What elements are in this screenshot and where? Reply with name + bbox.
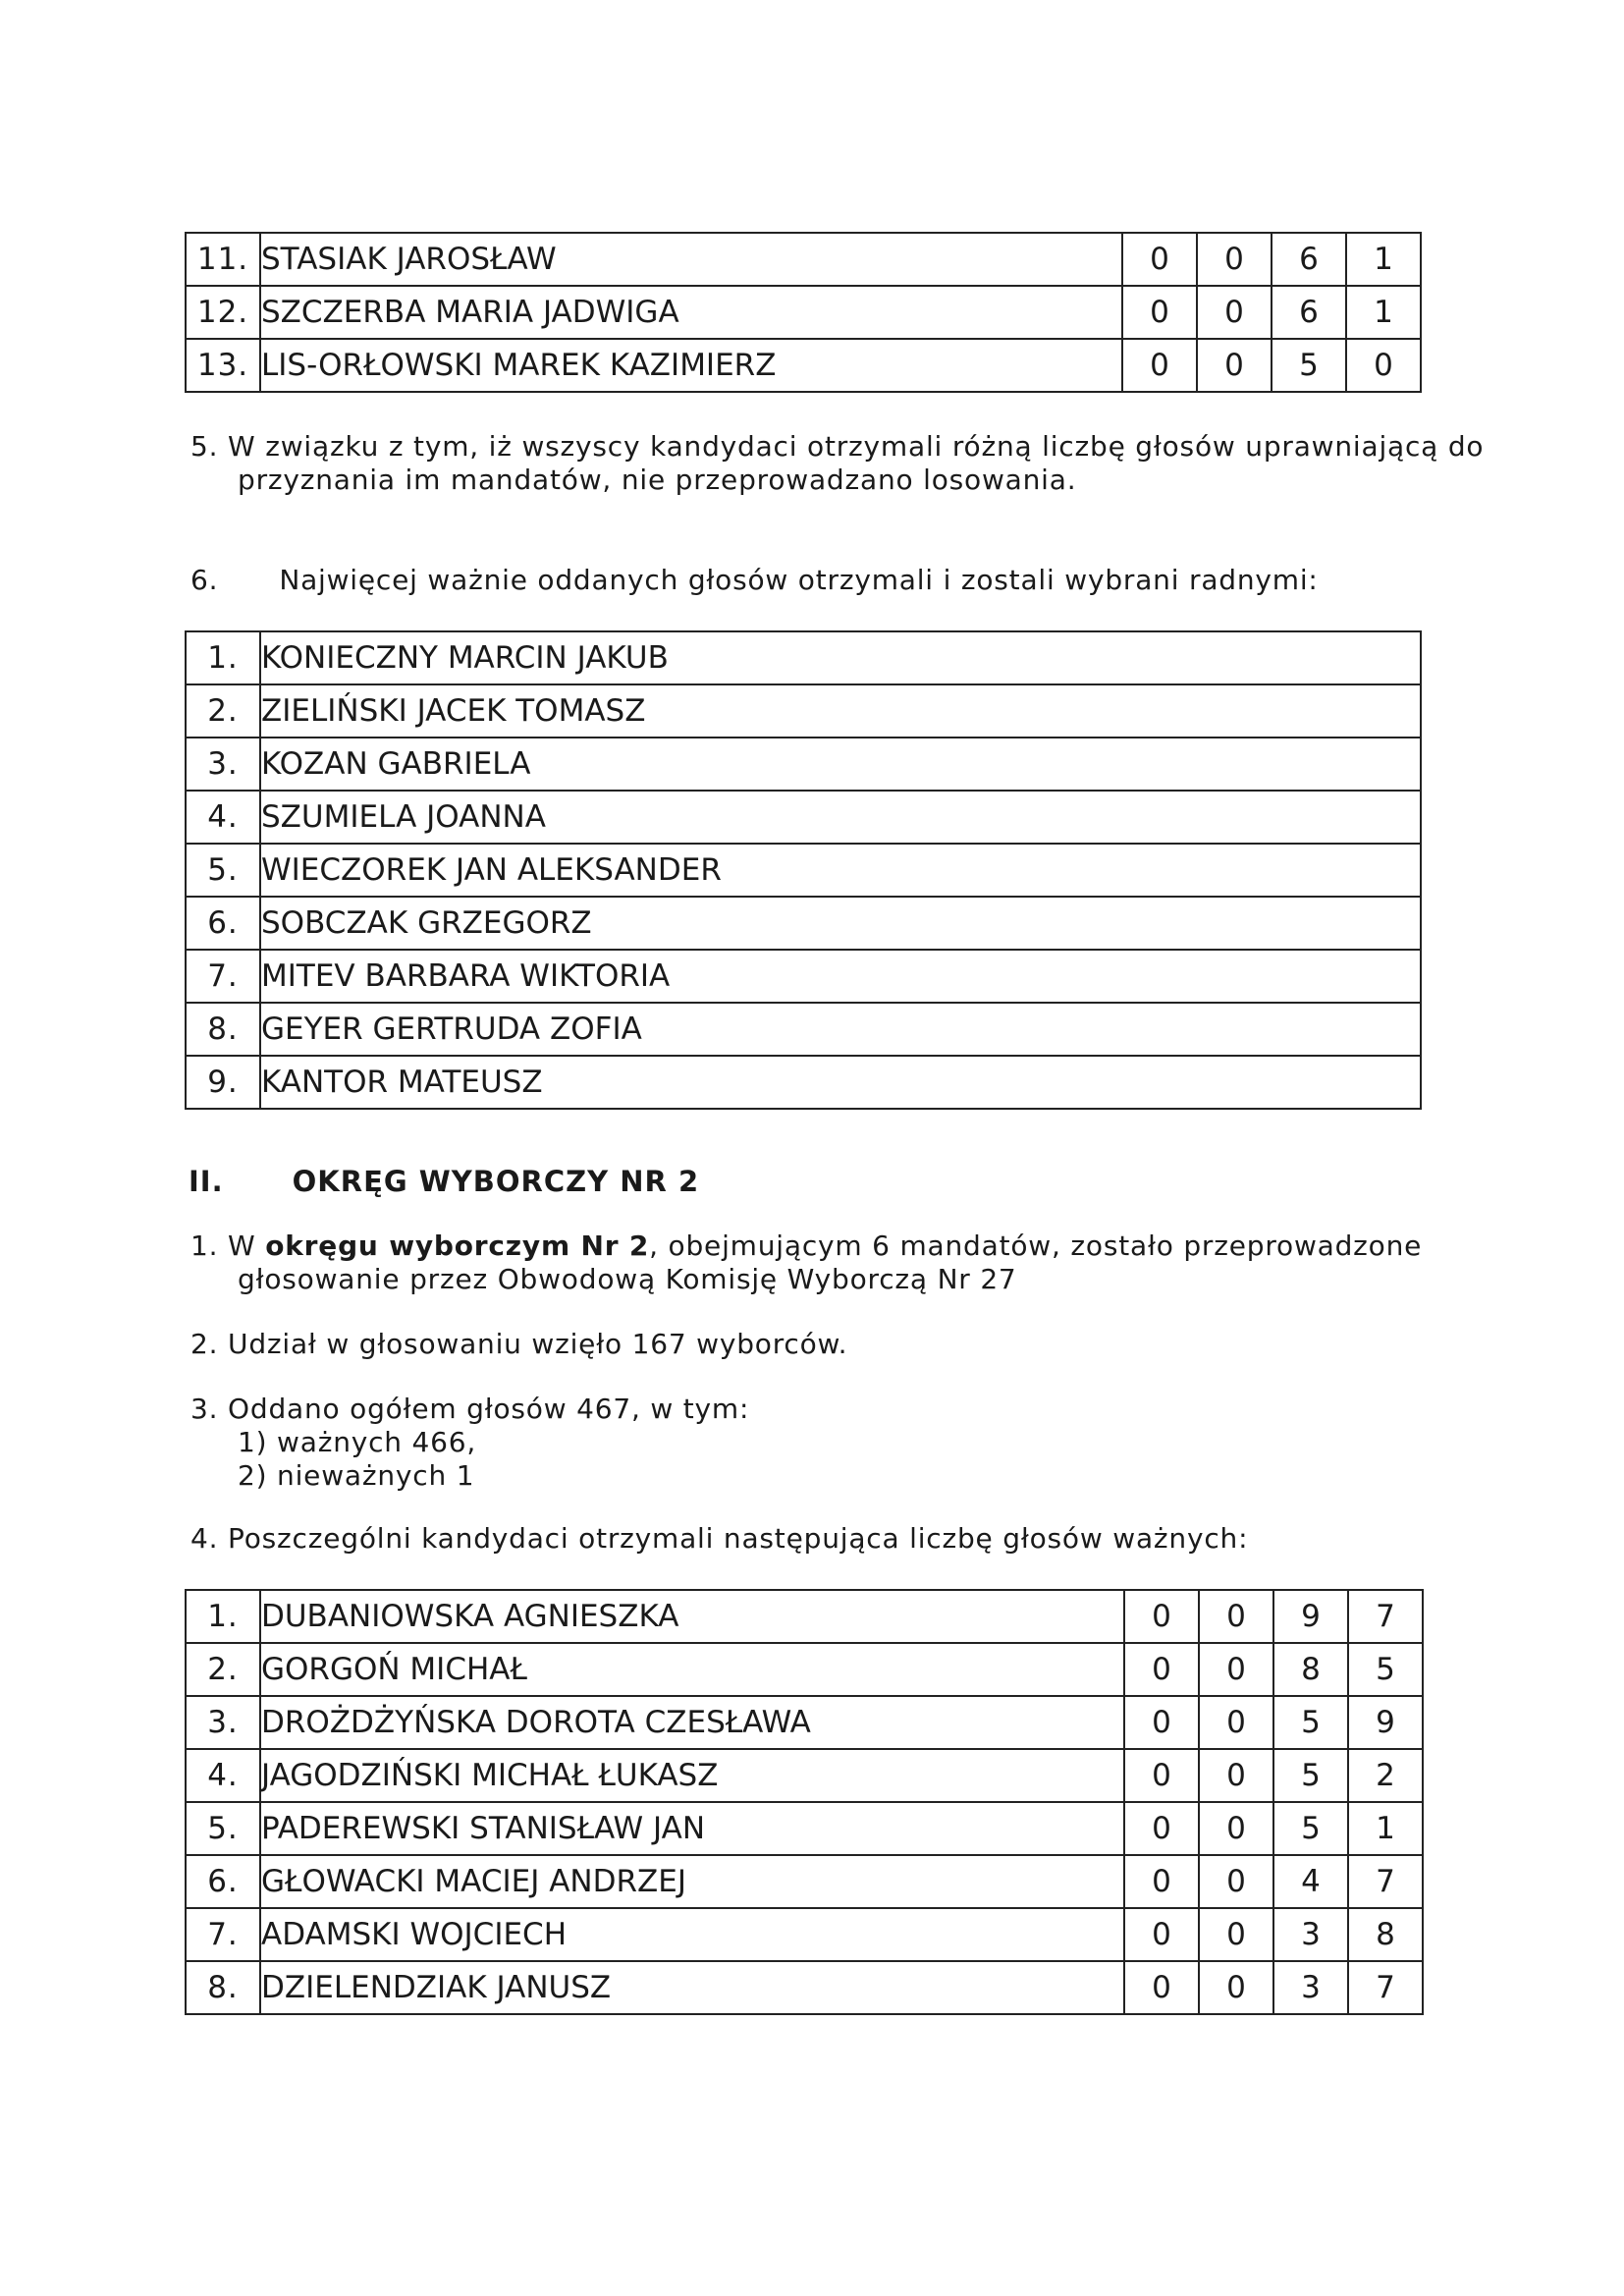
vote-digit: 0: [1199, 1590, 1273, 1643]
vote-digit: 0: [1346, 339, 1421, 392]
vote-digit: 8: [1348, 1908, 1423, 1961]
table-row: [186, 1802, 1423, 1855]
row-number: 2.: [186, 1643, 260, 1696]
row-number: 5.: [186, 844, 260, 897]
vote-digit: 7: [1348, 1961, 1423, 2014]
vote-digit: 1: [1346, 233, 1421, 286]
section2-paragraph-2: [190, 1328, 1487, 1361]
table-row: [186, 1908, 1423, 1961]
table-row: [186, 1003, 1421, 1056]
vote-digit: 0: [1124, 1802, 1199, 1855]
section2-paragraph-4: [190, 1522, 1487, 1556]
vote-digit: 2: [1348, 1749, 1423, 1802]
vote-digit: 0: [1197, 233, 1272, 286]
paragraph-text-pre: W: [228, 1230, 266, 1262]
section2-paragraph-3: [190, 1393, 1487, 1493]
vote-digit: 0: [1124, 1590, 1199, 1643]
district-name: okręgu wyborczym Nr 2: [265, 1230, 650, 1262]
candidate-name: ADAMSKI WOJCIECH: [260, 1908, 1124, 1961]
row-number: 9.: [186, 1056, 260, 1109]
candidate-name: SOBCZAK GRZEGORZ: [260, 897, 1421, 950]
candidate-name: KONIECZNY MARCIN JAKUB: [260, 631, 1421, 684]
vote-digit: 3: [1273, 1908, 1348, 1961]
row-number: 6.: [186, 1855, 260, 1908]
candidate-name: GORGOŃ MICHAŁ: [260, 1643, 1124, 1696]
row-number: 2.: [186, 684, 260, 738]
vote-digit: 4: [1273, 1855, 1348, 1908]
vote-digit: 0: [1199, 1643, 1273, 1696]
section-heading: [189, 1165, 699, 1198]
vote-digit: 8: [1273, 1643, 1348, 1696]
vote-digit: 0: [1124, 1855, 1199, 1908]
section-roman-numeral: II.: [189, 1165, 224, 1198]
vote-digit: 7: [1348, 1855, 1423, 1908]
paragraph-text-post: , obejmującym 6 mandatów, zostało przeprowadzone: [649, 1230, 1423, 1262]
row-number: 13.: [186, 339, 260, 392]
table-row: [186, 738, 1421, 791]
paragraph-number: 4.: [190, 1522, 219, 1555]
vote-digit: 6: [1272, 286, 1346, 339]
row-number: 1.: [186, 631, 260, 684]
votes-table-district-2: [185, 1589, 1424, 2015]
paragraph-text: Udział w głosowaniu wzięło 167 wyborców.: [228, 1328, 848, 1360]
valid-votes-line: 1) ważnych 466,: [238, 1426, 477, 1458]
vote-digit: 5: [1272, 339, 1346, 392]
candidate-name: DROŻDŻYŃSKA DOROTA CZESŁAWA: [260, 1696, 1124, 1749]
paragraph-text-cont: głosowanie przez Obwodową Komisję Wyborczą Nr 27: [238, 1263, 1017, 1295]
vote-digit: 1: [1348, 1802, 1423, 1855]
vote-digit: 5: [1348, 1643, 1423, 1696]
row-number: 11.: [186, 233, 260, 286]
paragraph-text-cont: przyznania im mandatów, nie przeprowadzano losowania.: [238, 464, 1077, 496]
vote-digit: 0: [1199, 1696, 1273, 1749]
table-row: [186, 1696, 1423, 1749]
candidate-name: DUBANIOWSKA AGNIESZKA: [260, 1590, 1124, 1643]
votes-table-continued: [185, 232, 1422, 393]
paragraph-number: 3.: [190, 1393, 219, 1425]
row-number: 3.: [186, 738, 260, 791]
section-title: OKRĘG WYBORCZY NR 2: [292, 1165, 700, 1198]
vote-digit: 0: [1199, 1961, 1273, 2014]
table-row: [186, 1643, 1423, 1696]
table-row: [186, 684, 1421, 738]
paragraph-5: [190, 430, 1487, 497]
candidate-name: MITEV BARBARA WIKTORIA: [260, 950, 1421, 1003]
paragraph-text: Poszczególni kandydaci otrzymali następująca liczbę głosów ważnych:: [228, 1522, 1249, 1555]
section2-paragraph-1: [190, 1230, 1487, 1296]
vote-digit: 0: [1124, 1961, 1199, 2014]
vote-digit: 0: [1122, 339, 1197, 392]
table-row: [186, 897, 1421, 950]
table-row: [186, 791, 1421, 844]
vote-digit: 0: [1197, 339, 1272, 392]
candidate-name: KOZAN GABRIELA: [260, 738, 1421, 791]
paragraph-number: 1.: [190, 1230, 219, 1262]
candidate-name: JAGODZIŃSKI MICHAŁ ŁUKASZ: [260, 1749, 1124, 1802]
vote-digit: 0: [1199, 1855, 1273, 1908]
vote-digit: 0: [1124, 1749, 1199, 1802]
vote-digit: 0: [1199, 1749, 1273, 1802]
candidate-name: ZIELIŃSKI JACEK TOMASZ: [260, 684, 1421, 738]
vote-digit: 9: [1348, 1696, 1423, 1749]
candidate-name: GŁOWACKI MACIEJ ANDRZEJ: [260, 1855, 1124, 1908]
vote-digit: 5: [1273, 1749, 1348, 1802]
candidate-name: WIECZOREK JAN ALEKSANDER: [260, 844, 1421, 897]
row-number: 4.: [186, 791, 260, 844]
table-row: [186, 950, 1421, 1003]
row-number: 3.: [186, 1696, 260, 1749]
vote-digit: 5: [1273, 1696, 1348, 1749]
vote-digit: 7: [1348, 1590, 1423, 1643]
table-row: [186, 1056, 1421, 1109]
row-number: 1.: [186, 1590, 260, 1643]
paragraph-6: [190, 564, 1487, 597]
vote-digit: 0: [1122, 286, 1197, 339]
table-row: [186, 844, 1421, 897]
table-row: [186, 339, 1421, 392]
candidate-name: KANTOR MATEUSZ: [260, 1056, 1421, 1109]
row-number: 8.: [186, 1003, 260, 1056]
table-row: [186, 1855, 1423, 1908]
vote-digit: 3: [1273, 1961, 1348, 2014]
row-number: 8.: [186, 1961, 260, 2014]
table-row: [186, 286, 1421, 339]
paragraph-number: 5.: [190, 430, 219, 463]
table-row: [186, 1590, 1423, 1643]
paragraph-text: W związku z tym, iż wszyscy kandydaci otrzymali różną liczbę głosów uprawniającą do: [228, 430, 1485, 463]
vote-digit: 0: [1124, 1643, 1199, 1696]
row-number: 4.: [186, 1749, 260, 1802]
table-row: [186, 631, 1421, 684]
vote-digit: 0: [1199, 1802, 1273, 1855]
candidate-name: PADEREWSKI STANISŁAW JAN: [260, 1802, 1124, 1855]
candidate-name: STASIAK JAROSŁAW: [260, 233, 1122, 286]
vote-digit: 0: [1122, 233, 1197, 286]
vote-digit: 5: [1273, 1802, 1348, 1855]
candidate-name: LIS-ORŁOWSKI MAREK KAZIMIERZ: [260, 339, 1122, 392]
row-number: 12.: [186, 286, 260, 339]
paragraph-text: Najwięcej ważnie oddanych głosów otrzymali i zostali wybrani radnymi:: [279, 564, 1319, 596]
table-row: [186, 233, 1421, 286]
row-number: 6.: [186, 897, 260, 950]
vote-digit: 0: [1197, 286, 1272, 339]
vote-digit: 6: [1272, 233, 1346, 286]
row-number: 5.: [186, 1802, 260, 1855]
paragraph-number: 2.: [190, 1328, 219, 1360]
vote-digit: 0: [1199, 1908, 1273, 1961]
invalid-votes-line: 2) nieważnych 1: [238, 1459, 475, 1492]
vote-digit: 1: [1346, 286, 1421, 339]
candidate-name: SZCZERBA MARIA JADWIGA: [260, 286, 1122, 339]
paragraph-text: Oddano ogółem głosów 467, w tym:: [228, 1393, 750, 1425]
candidate-name: DZIELENDZIAK JANUSZ: [260, 1961, 1124, 2014]
paragraph-number: 6.: [190, 564, 219, 596]
row-number: 7.: [186, 1908, 260, 1961]
table-row: [186, 1749, 1423, 1802]
row-number: 7.: [186, 950, 260, 1003]
vote-digit: 0: [1124, 1696, 1199, 1749]
candidate-name: GEYER GERTRUDA ZOFIA: [260, 1003, 1421, 1056]
vote-digit: 0: [1124, 1908, 1199, 1961]
vote-digit: 9: [1273, 1590, 1348, 1643]
table-row: [186, 1961, 1423, 2014]
candidate-name: SZUMIELA JOANNA: [260, 791, 1421, 844]
elected-councillors-table: [185, 630, 1422, 1110]
